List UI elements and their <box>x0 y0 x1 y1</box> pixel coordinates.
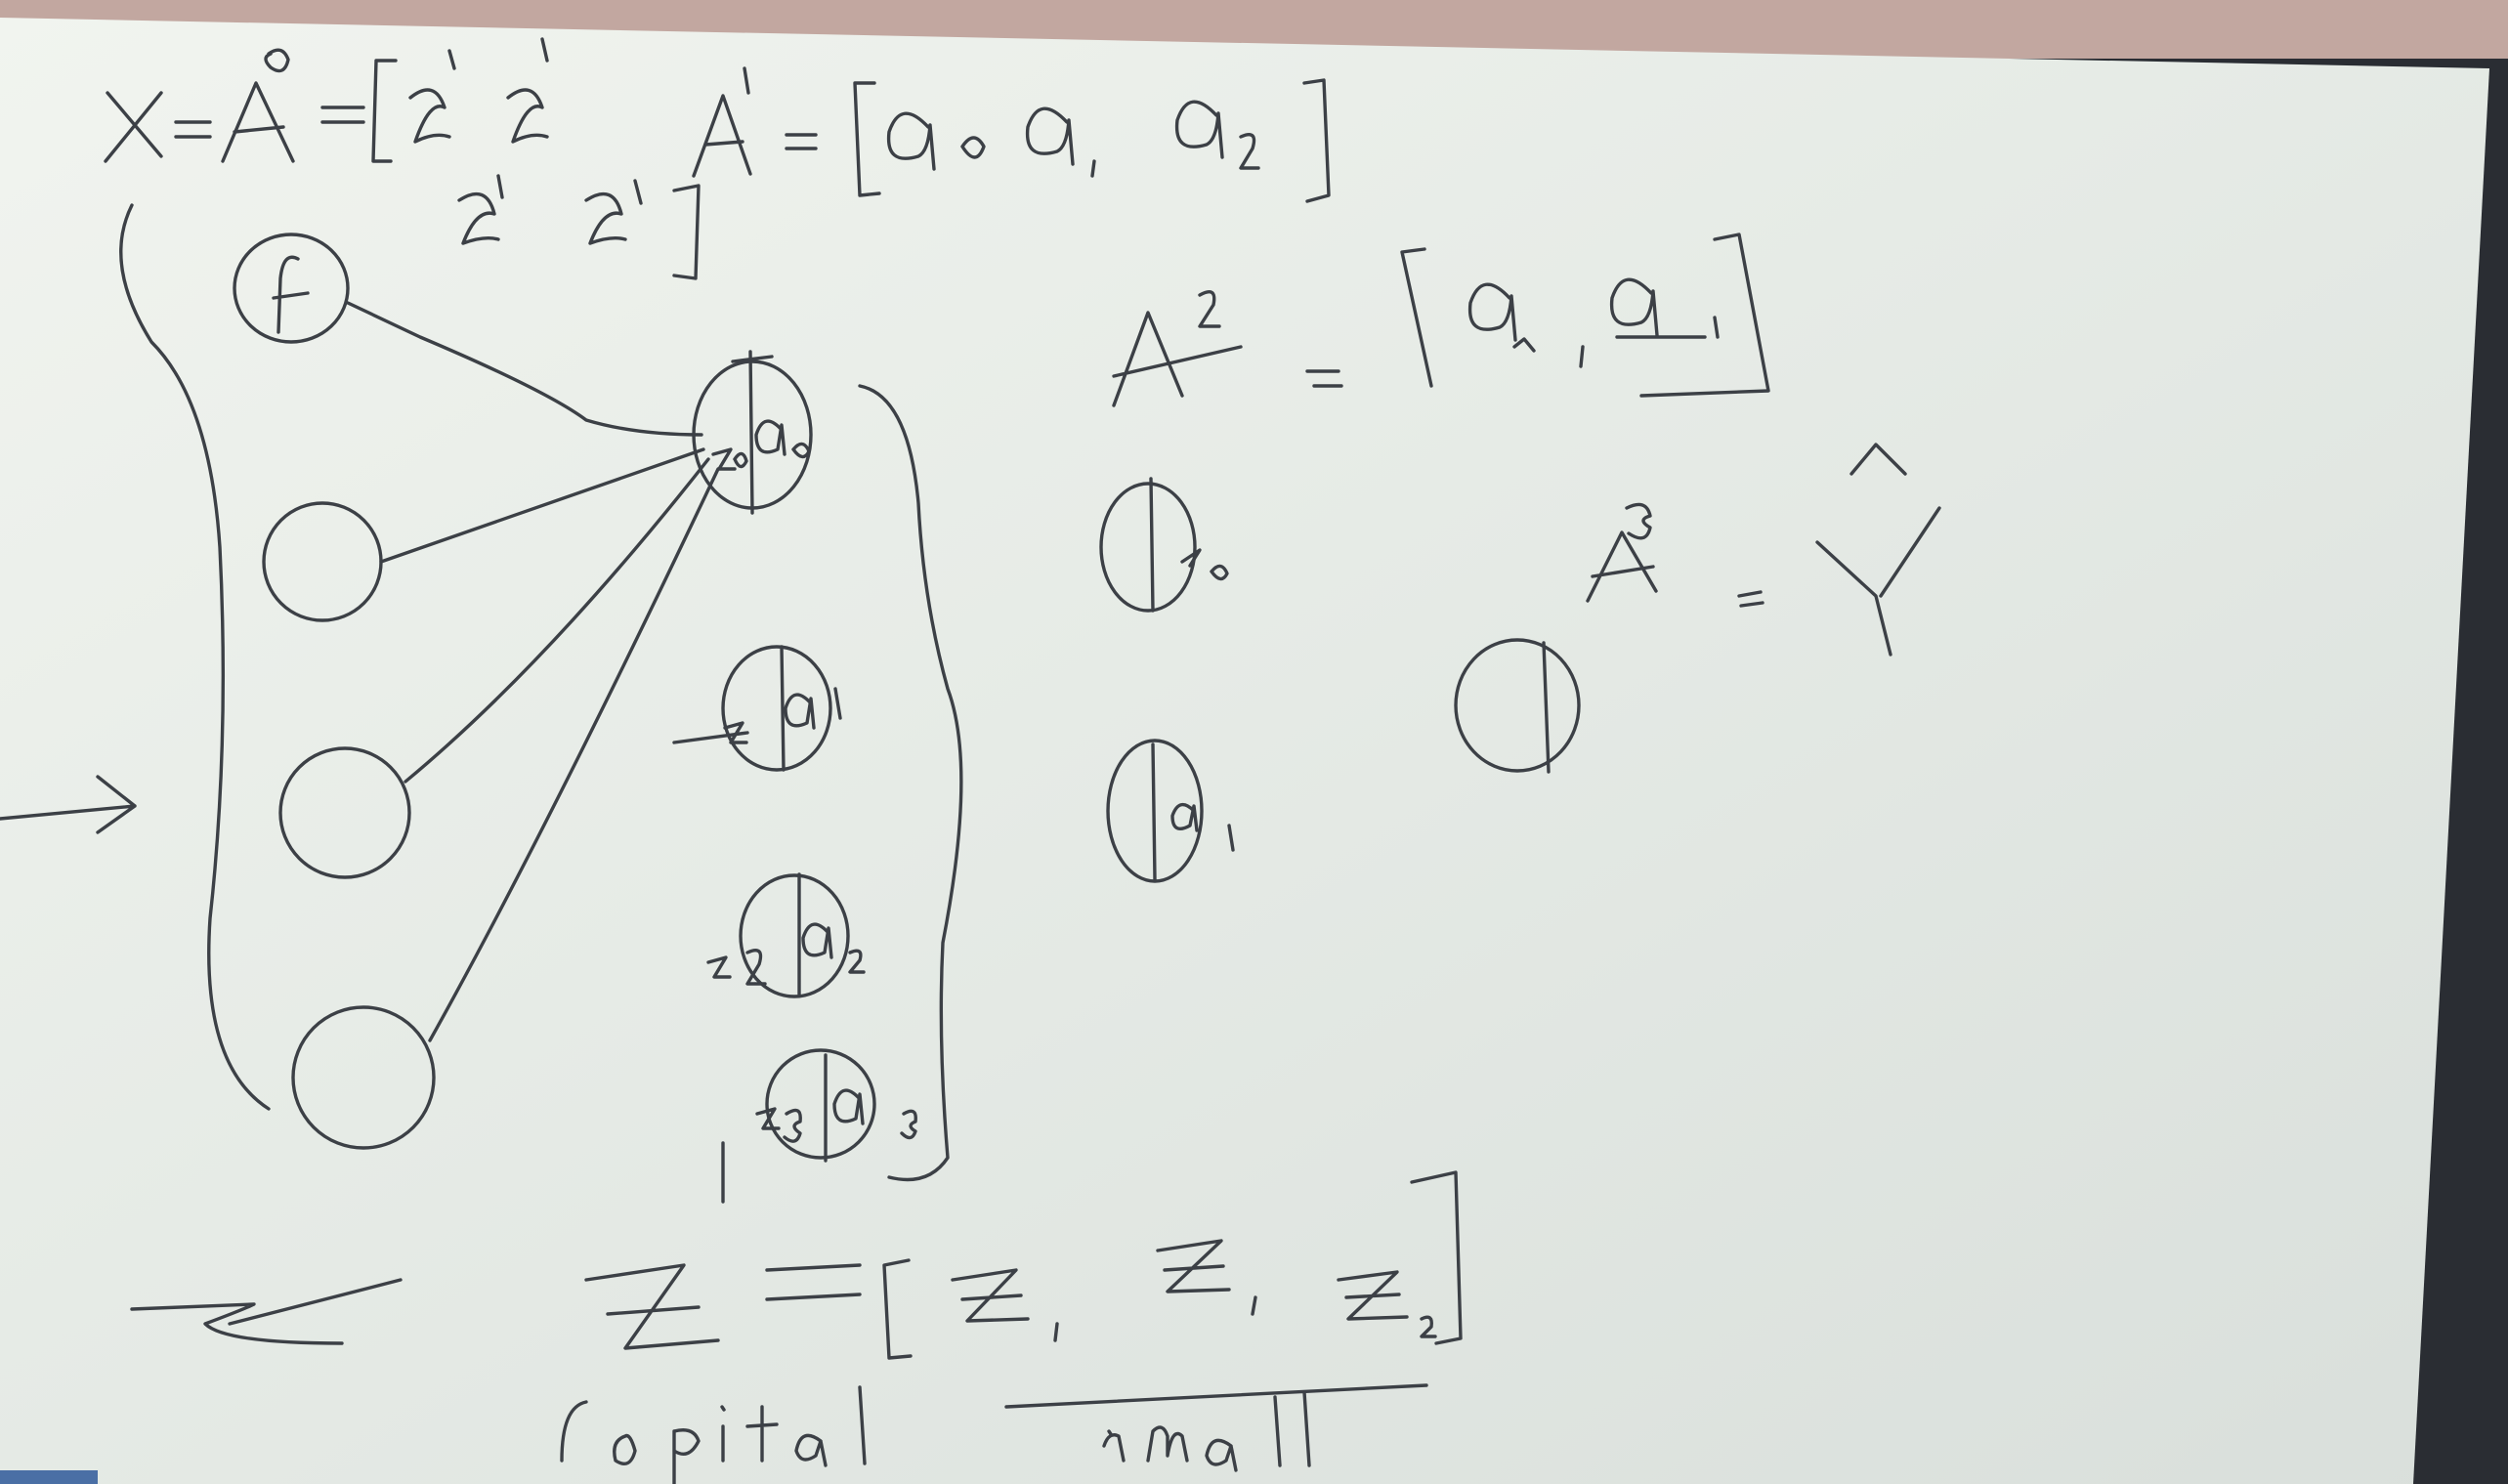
monitor-screen <box>0 18 2489 1484</box>
taskbar-strip <box>0 1470 98 1484</box>
